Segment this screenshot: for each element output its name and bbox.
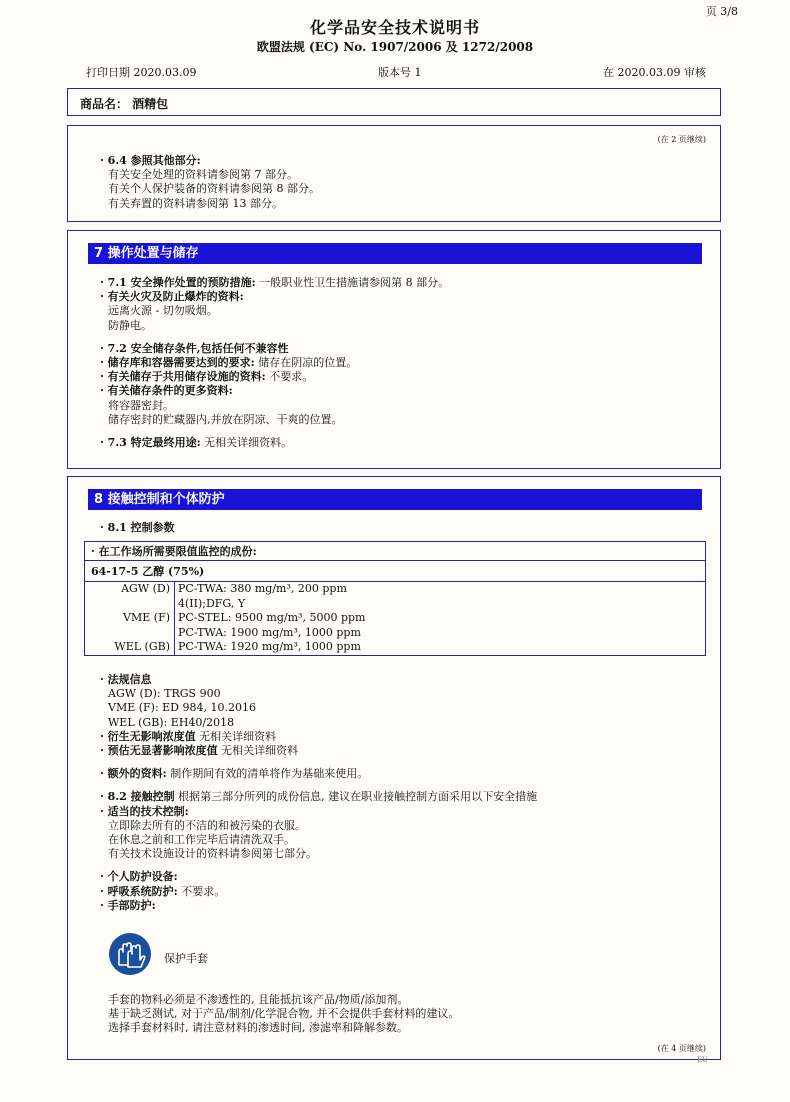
s82-heading: · 8.2 接触控制 [100,790,175,804]
ppe-heading: · 个人防护设备: [100,870,178,884]
product-name-box [67,88,721,116]
more-storage-line: 储存密封的贮藏器内,并放在阴凉、干爽的位置。 [108,412,343,426]
shared-storage-heading: · 有关储存于共用储存设施的资料: [100,370,266,384]
storage-req-heading: · 储存库和容器需要达到的要求: [100,356,255,370]
limit-label: WEL (GB) [85,640,175,655]
regulation-line: WEL (GB): EH40/2018 [108,715,235,729]
respiratory-text: 不要求。 [177,884,226,898]
limit-value: PC-STEL: 9500 mg/m³, 5000 ppm [178,611,366,624]
fire-line: 防静电。 [108,318,152,332]
continued-note: (在 4 页继续) [657,1044,706,1053]
limit-row-agw [85,582,705,611]
exposure-limits-table [84,541,706,656]
respiratory-heading: · 呼吸系统防护: [100,884,178,898]
s72-heading: · 7.2 安全储存条件,包括任何不兼容性 [100,341,289,355]
limit-value: PC-TWA: 1900 mg/m³, 1000 ppm [178,625,361,639]
meta-row [86,64,706,80]
more-storage-heading: · 有关储存条件的更多资料: [100,384,233,398]
pnec-heading: · 预估无显著影响浓度值 [100,744,218,758]
extra-info-heading: · 额外的资料: [100,767,167,781]
limit-row-wel [85,640,705,655]
fire-heading: · 有关火灾及防止爆炸的资料: [100,290,244,304]
version-number: 版本号 1 [378,66,422,79]
dnel-heading: · 衍生无影响浓度值 [100,729,196,743]
table-header: · 在工作场所需要限值监控的成份: [85,542,705,561]
more-storage-line: 将容器密封。 [108,398,174,412]
tech-control-line: 在休息之前和工作完毕后请清洗双手。 [108,833,295,847]
regulation-line: AGW (D): TRGS 900 [108,687,221,701]
limit-row-vme [85,611,705,640]
tech-control-heading: · 适当的技术控制: [100,804,189,818]
glove-label: 保护手套 [164,952,208,965]
limit-label: AGW (D) [85,582,175,611]
section-7-box [67,230,721,469]
glove-line: 基于缺乏测试, 对于产品/制剂/化学混合物, 并不会提供手套材料的建议。 [108,1007,460,1021]
product-name: 商品名： 酒精包 [80,97,169,111]
limit-value: PC-TWA: 1920 mg/m³, 1000 ppm [178,640,361,653]
fire-line: 远离火源 - 切勿吸烟。 [108,304,218,318]
section-6-box [67,125,721,222]
tech-control-line: 有关技术设施设计的资料请参阅第七部分。 [108,847,317,861]
document-title: 化学品安全技术说明书 [309,18,480,37]
print-date: 打印日期 2020.03.09 [86,66,197,79]
dnel-text: 无相关详细资料 [195,729,277,743]
tech-control-line: 立即除去所有的不洁的和被污染的衣服。 [108,818,306,832]
pnec-text: 无相关详细资料 [217,744,299,758]
glove-line: 手套的物料必须是不渗透性的, 且能抵抗该产品/物质/添加剂。 [108,993,409,1006]
regulation-line: VME (F): ED 984, 10.2016 [108,701,256,715]
storage-req-text: 储存在阴凉的位置。 [254,356,358,370]
extra-info-text: 制作期间有效的清单将作为基础来使用。 [166,767,369,781]
s71-heading: · 7.1 安全操作处置的预防措施: [100,276,256,289]
glove-line: 选择手套材料时, 请注意材料的渗透时间, 渗滤率和降解参数。 [108,1021,408,1035]
s81-heading: · 8.1 控制参数 [100,521,175,534]
section-8-header: 8 接触控制和个体防护 [88,489,702,510]
section-8-box [67,476,721,1060]
s73-heading: · 7.3 特定最终用途: [100,436,201,450]
s73-text: 无相关详细资料。 [200,436,293,450]
continued-note: (在 2 页继续) [657,135,706,144]
page-number: 页 3/8 [705,5,738,18]
limit-value: 4(II);DFG, Y [178,596,246,610]
s71-text: 一般职业性卫生措施请参阅第 8 部分。 [255,276,450,289]
footer-mark: EU [697,1056,709,1064]
regulation-heading: · 法规信息 [100,673,152,686]
s64-heading: · 6.4 参照其他部分: [100,154,201,167]
gloves-mandatory-icon [108,932,152,976]
substance-row: 64-17-5 乙醇 (75%) [85,561,705,582]
section-7-header: 7 操作处置与储存 [88,243,702,264]
review-date: 在 2020.03.09 审核 [603,66,706,79]
s64-line: 有关弃置的资料请参阅第 13 部分。 [108,196,283,210]
s64-line: 有关安全处理的资料请参阅第 7 部分。 [108,168,298,182]
limit-value: PC-TWA: 380 mg/m³, 200 ppm [178,582,347,595]
shared-storage-text: 不要求。 [265,370,314,384]
s64-line: 有关个人保护装备的资料请参阅第 8 部分。 [108,182,320,196]
limit-label: VME (F) [85,611,175,640]
hand-protection-heading: · 手部防护: [100,898,156,912]
s82-text: 根据第三部分所列的成份信息, 建议在职业接触控制方面采用以下安全措施 [174,790,538,804]
regulation-subtitle: 欧盟法规 (EC) No. 1907/2006 及 1272/2008 [256,40,534,54]
